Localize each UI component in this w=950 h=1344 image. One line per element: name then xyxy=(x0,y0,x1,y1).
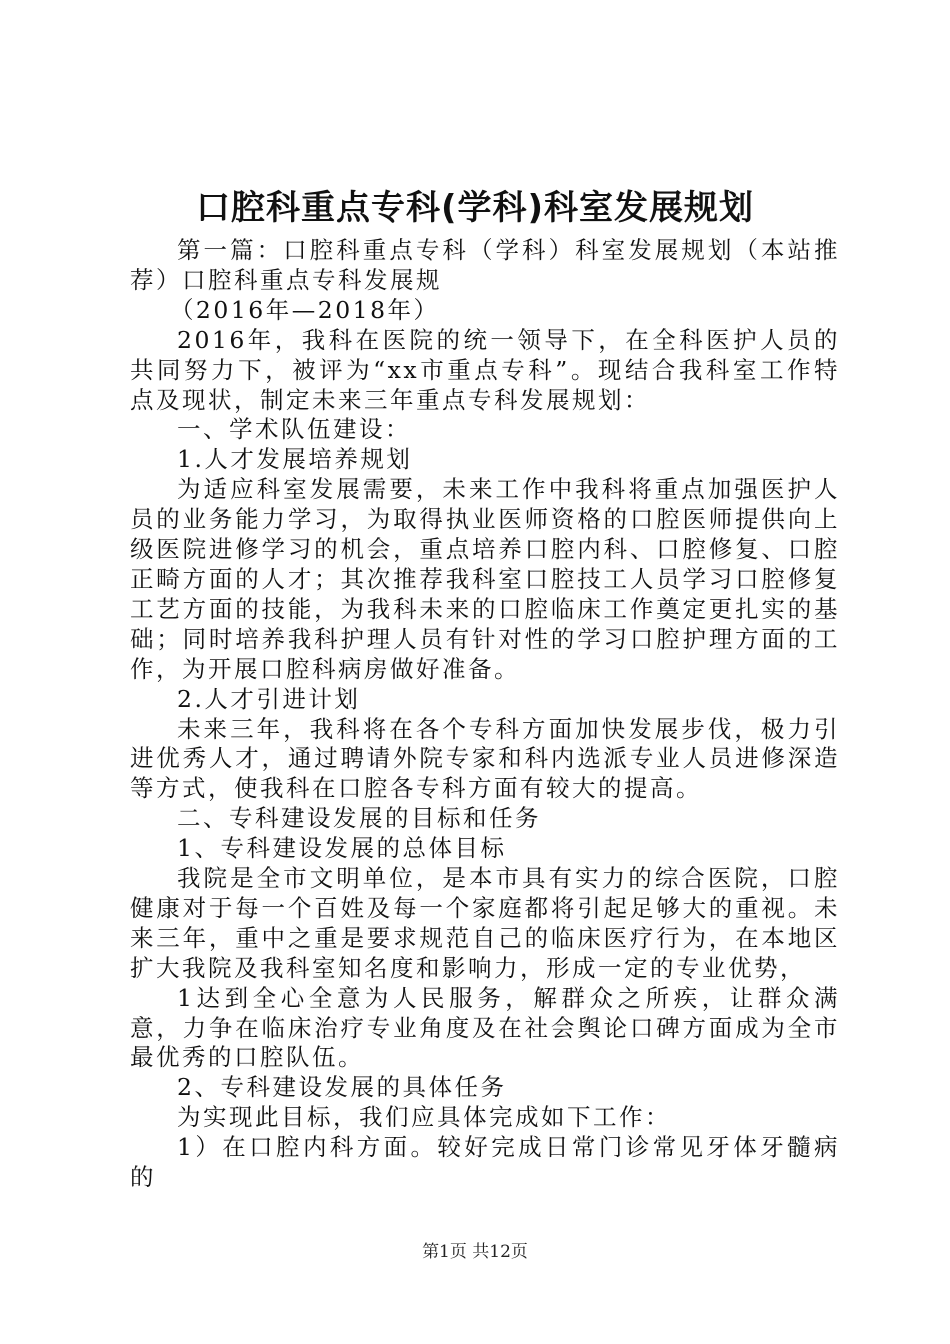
document-title: 口腔科重点专科(学科)科室发展规划 xyxy=(195,188,755,228)
paragraph-talent-training: 为适应科室发展需要，未来工作中我科将重点加强医护人员的业务能力学习，为取得执业医师资格的口腔医师提供向上级医院进修学习的机会，重点培养口腔内科、口腔修复、口腔正畸方面的人才；其次推荐我科室口腔技工人员学习口腔修复工艺方面的技能，为我科未来的口腔临床工作奠定更扎实的基础；同时培养我科护理人员有针对性的学习口腔护理方面的工作，为开展口腔科病房做好准备。 xyxy=(130,475,840,683)
paragraph-overall-goal: 我院是全市文明单位，是本市具有实力的综合医院，口腔健康对于每一个百姓及每一个家庭都将引起足够大的重视。未来三年，重中之重是要求规范自己的临床医疗行为，在本地区扩大我院及我科室知名度和影响力，形成一定的专业优势， xyxy=(130,864,840,982)
paragraph-task-1: 1）在口腔内科方面。较好完成日常门诊常见牙体牙髓病的 xyxy=(130,1133,840,1192)
paragraph-date-range: （2016年—2018年） xyxy=(169,295,440,324)
document-body xyxy=(130,236,840,1193)
section-heading-2: 二、专科建设发展的目标和任务 xyxy=(177,804,541,833)
subsection-heading-1-2: 2.人才引进计划 xyxy=(177,684,361,713)
paragraph-tasks-intro: 为实现此目标，我们应具体完成如下工作： xyxy=(177,1103,671,1132)
page-number-footer: 第1页 共12页 xyxy=(422,1242,528,1262)
subsection-heading-1-1: 1.人才发展培养规划 xyxy=(177,445,413,474)
paragraph-background: 2016年，我科在医院的统一领导下，在全科医护人员的共同努力下，被评为“xx市重点专科”。现结合我科室工作特点及现状，制定未来三年重点专科发展规划： xyxy=(130,325,840,414)
section-heading-1: 一、学术队伍建设： xyxy=(177,415,411,444)
subsection-heading-2-2: 2、专科建设发展的具体任务 xyxy=(177,1073,507,1102)
subsection-heading-2-1: 1、专科建设发展的总体目标 xyxy=(177,834,507,863)
paragraph-talent-recruitment: 未来三年，我科将在各个专科方面加快发展步伐，极力引进优秀人才，通过聘请外院专家和科内选派专业人员进修深造等方式，使我科在口腔各专科方面有较大的提高。 xyxy=(130,714,840,803)
paragraph-goal-detail: 1达到全心全意为人民服务，解群众之所疾，让群众满意，力争在临床治疗专业角度及在社会舆论口碑方面成为全市最优秀的口腔队伍。 xyxy=(130,983,840,1072)
paragraph-intro: 第一篇：口腔科重点专科（学科）科室发展规划（本站推荐）口腔科重点专科发展规 xyxy=(130,236,840,294)
